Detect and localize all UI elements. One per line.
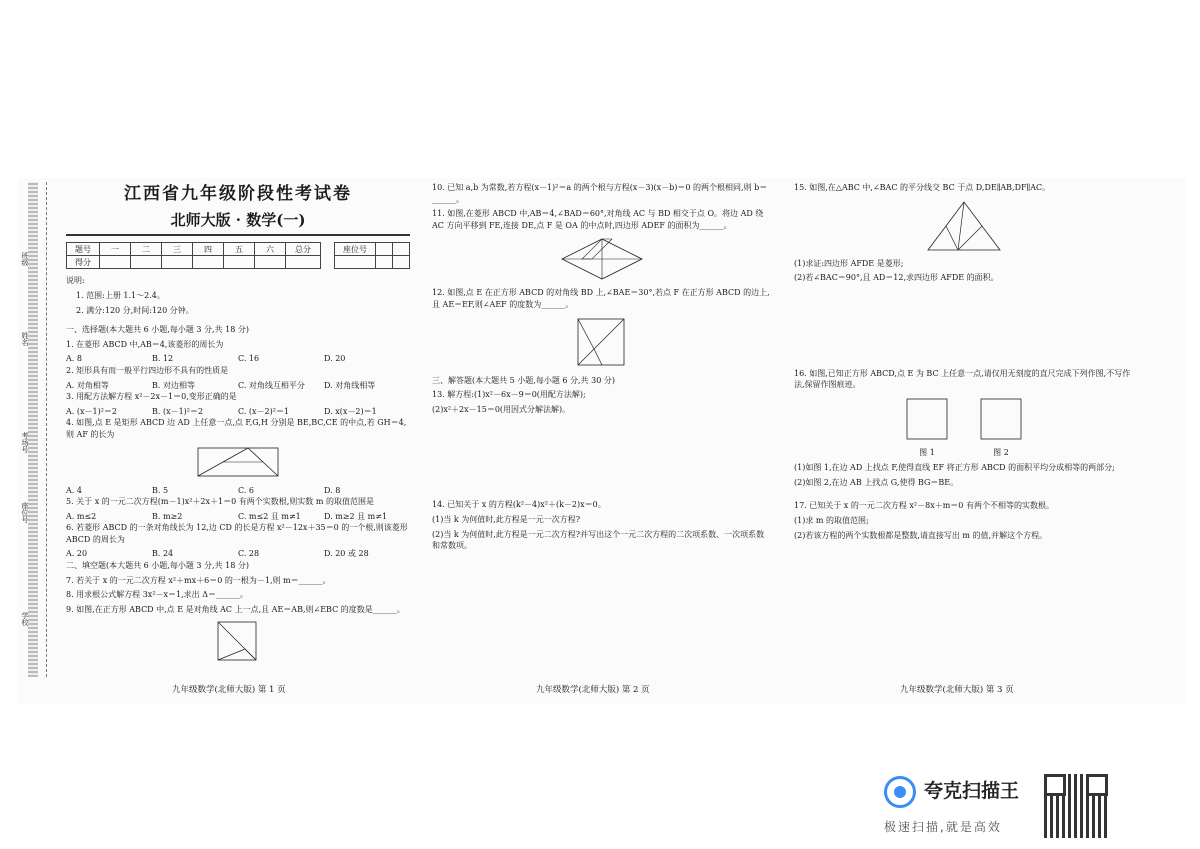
option: D. m≥2 且 m≠1 [324,511,388,521]
option: C. 28 [238,549,260,559]
question-12: 12. 如图,点 E 在正方形 ABCD 的对角线 BD 上,∠BAE＝30°,若点 F 在正方形 ABCD 的边上,且 AE＝EF,则∠AEF 的度数为______。 [432,288,770,309]
question-6: 6. 若菱形 ABCD 的一条对角线长为 12,边 CD 的长是方程 x²－12x＋35＝0 的一个根,则该菱形 ABCD 的周长为 [66,523,411,544]
question-5: 5. 关于 x 的一元二次方程(m－1)x²＋2x＋1＝0 有两个实数根,则实数 m 的取值范围是 [66,497,374,507]
seat-box[interactable] [376,256,393,269]
quark-logo-icon [884,776,916,808]
question-13: 13. 解方程:(1)x²－6x－9＝0(用配方法解); [432,390,586,400]
question-9-figure [215,619,261,663]
question-11-figure [557,235,647,283]
question-16b: (2)如图 2,在边 AB 上找点 G,使得 BG＝BE。 [794,477,959,487]
question-6-options [66,548,410,560]
qr-code-icon [1044,774,1108,838]
score-blank[interactable] [162,256,193,269]
question-14a: (1)当 k 为何值时,此方程是一元一次方程? [432,514,581,524]
binding-label-school: 学校 [21,612,29,626]
option: B. 12 [152,354,174,364]
score-blank[interactable] [131,256,162,269]
score-cell: 五 [224,243,255,256]
question-15: 15. 如图,在△ABC 中,∠BAC 的平分线交 BC 于点 D,DE∥AB,DF∥AC。 [794,183,1051,192]
score-cell: 题号 [67,243,100,256]
option: B. (x－1)²＝2 [152,406,204,416]
score-blank[interactable] [286,256,321,269]
question-4-figure [193,445,283,481]
score-blank[interactable] [224,256,255,269]
question-15b: (2)若∠BAC＝90°,且 AD＝12,求四边形 AFDE 的面积。 [794,273,999,283]
binding-label-class: 班级 [21,252,29,266]
score-value-row [67,256,321,269]
question-7: 7. 若关于 x 的一元二次方程 x²＋mx＋6＝0 的一根为－1,则 m＝______。 [66,575,331,585]
watermark-slogan: 极速扫描,就是高效 [884,820,1002,834]
score-cell: 一 [100,243,131,256]
score-cell: 得分 [67,256,100,269]
binding-label-seat: 座位号 [21,502,29,523]
watermark-brand: 夸克扫描王 [924,780,1020,802]
binding-label-room: 考场号 [21,432,29,453]
score-header-row [67,243,321,256]
question-17a: (1)求 m 的取值范围; [794,515,869,525]
question-15-figure [924,198,1004,254]
section-3-heading: 三、解答题(本大题共 5 小题,每小题 6 分,共 30 分) [432,375,615,385]
question-17b: (2)若该方程的两个实数根都是整数,请直接写出 m 的值,并解这个方程。 [794,530,1048,540]
score-blank[interactable] [193,256,224,269]
score-cell: 二 [131,243,162,256]
option: D. 8 [324,485,341,495]
exam-title: 江西省九年级阶段性考试卷 [124,184,352,204]
question-4: 4. 如图,点 E 是矩形 ABCD 边 AD 上任意一点,点 F,G,H 分别是 BE,BC,CE 的中点,若 GH＝4,则 AF 的长为 [66,418,407,439]
option: C. 对角线互相平分 [238,380,305,390]
figure-1 [903,395,951,458]
note-1: 1. 范围:上册 1.1～2.4。 [76,290,165,300]
question-14b: (2)当 k 为何值时,此方程是一元二次方程?并写出这个一元二次方程的二次项系数、一次项系数和常数项。 [432,529,765,551]
option: D. 20 [324,354,346,364]
score-blank[interactable] [100,256,131,269]
score-cell: 四 [193,243,224,256]
question-10: 10. 已知 a,b 为常数,若方程(x－1)²＝a 的两个根与方程(x－3)(x－b)＝0 的两个根相同,则 b＝______。 [432,183,768,204]
option: B. 5 [152,485,169,495]
question-9: 9. 如图,在正方形 ABCD 中,点 E 是对角线 AC 上一点,且 AE＝AB,则∠EBC 的度数是______。 [66,604,405,614]
score-area [66,242,410,269]
question-13b: (2)x²＋2x－15＝0(用因式分解法解)。 [432,404,571,414]
page-3 [794,182,1134,544]
option: A. 对角相等 [66,380,109,390]
option: C. 16 [238,354,260,364]
score-blank[interactable] [255,256,286,269]
score-cell: 总分 [286,243,321,256]
option: A. (x－1)²＝2 [66,406,118,416]
question-5-options [66,511,410,523]
option: A. 20 [66,549,88,559]
section-2-heading: 二、填空题(本大题共 6 小题,每小题 3 分,共 18 分) [66,561,249,571]
option: D. 20 或 28 [324,549,369,559]
exam-subtitle: 北师大版 · 数学(一) [170,210,306,229]
seat-box[interactable] [393,243,410,256]
option: B. 对边相等 [152,380,195,390]
square-figure-1 [903,395,951,443]
option: D. 对角线相等 [324,380,376,390]
note-2: 2. 满分:120 分,时间:120 分钟。 [76,305,194,315]
question-2-options [66,380,410,392]
score-table [66,242,321,269]
page-3-footer: 九年级数学(北师大版) 第 3 页 [900,685,1014,695]
square-figure-2 [977,395,1025,443]
option: D. x(x－2)＝1 [324,406,377,416]
section-1-heading: 一、选择题(本大题共 6 小题,每小题 3 分,共 18 分) [66,325,249,335]
question-17: 17. 已知关于 x 的一元二次方程 x²－8x＋m＝0 有两个不相等的实数根。 [794,501,1054,511]
figure-2-caption: 图 2 [993,447,1009,457]
question-11: 11. 如图,在菱形 ABCD 中,AB＝4,∠BAD＝60°,对角线 AC 与 BD 相交于点 O。将边 AD 绕 AC 方向平移到 FE,连接 DE,点 F 是 OA 的中点时,四边形 ADEF 的面积为______。 [432,209,766,230]
seat-box[interactable] [376,243,393,256]
seat-box[interactable] [335,256,376,269]
page-1-footer: 九年级数学(北师大版) 第 1 页 [172,685,286,695]
question-4-options [66,485,410,497]
option: C. (x－2)²＝1 [238,406,290,416]
seat-label: 座位号 [335,243,376,256]
option: C. 6 [238,485,255,495]
option: B. 24 [152,549,174,559]
question-1: 1. 在菱形 ABCD 中,AB＝4,该菱形的周长为 [66,339,224,349]
title-rule [66,234,410,236]
question-14: 14. 已知关于 x 的方程(k²－4)x²＋(k－2)x＝0。 [432,500,606,510]
option: A. 8 [66,354,82,364]
question-16: 16. 如图,已知正方形 ABCD,点 E 为 BC 上任意一点,请仅用无刻度的直尺完成下列作图,不写作法,保留作图痕迹。 [794,368,1131,390]
notes-heading: 说明: [66,276,85,286]
question-3: 3. 用配方法解方程 x²－2x－1＝0,变形正确的是 [66,392,237,402]
page-2 [432,182,772,555]
question-3-options [66,406,410,418]
question-15a: (1)求证:四边形 AFDE 是菱形; [794,258,904,268]
question-1-options [66,353,410,365]
question-12-figure [574,315,630,371]
option: A. 4 [66,485,82,495]
seat-box[interactable] [393,256,410,269]
figure-1-caption: 图 1 [919,447,935,457]
question-2: 2. 矩形具有而一般平行四边形不具有的性质是 [66,365,229,375]
page-2-footer: 九年级数学(北师大版) 第 2 页 [536,685,650,695]
page-1 [66,182,410,667]
binding-label-name: 姓名 [21,332,29,346]
option: B. m≥2 [152,511,183,521]
option: C. m≤2 且 m≠1 [238,511,301,521]
question-16-figures [794,395,1134,458]
question-16a: (1)如图 1,在边 AD 上找点 F,使得直线 EF 将正方形 ABCD 的面积平均分成相等的两部分; [794,463,1115,473]
question-8: 8. 用求根公式解方程 3x²－x＝1,求出 Δ＝______。 [66,590,248,600]
score-cell: 六 [255,243,286,256]
binding-margin [20,182,47,677]
seat-table [334,242,410,269]
option: A. m≤2 [66,511,97,521]
figure-2 [977,395,1025,458]
score-cell: 三 [162,243,193,256]
